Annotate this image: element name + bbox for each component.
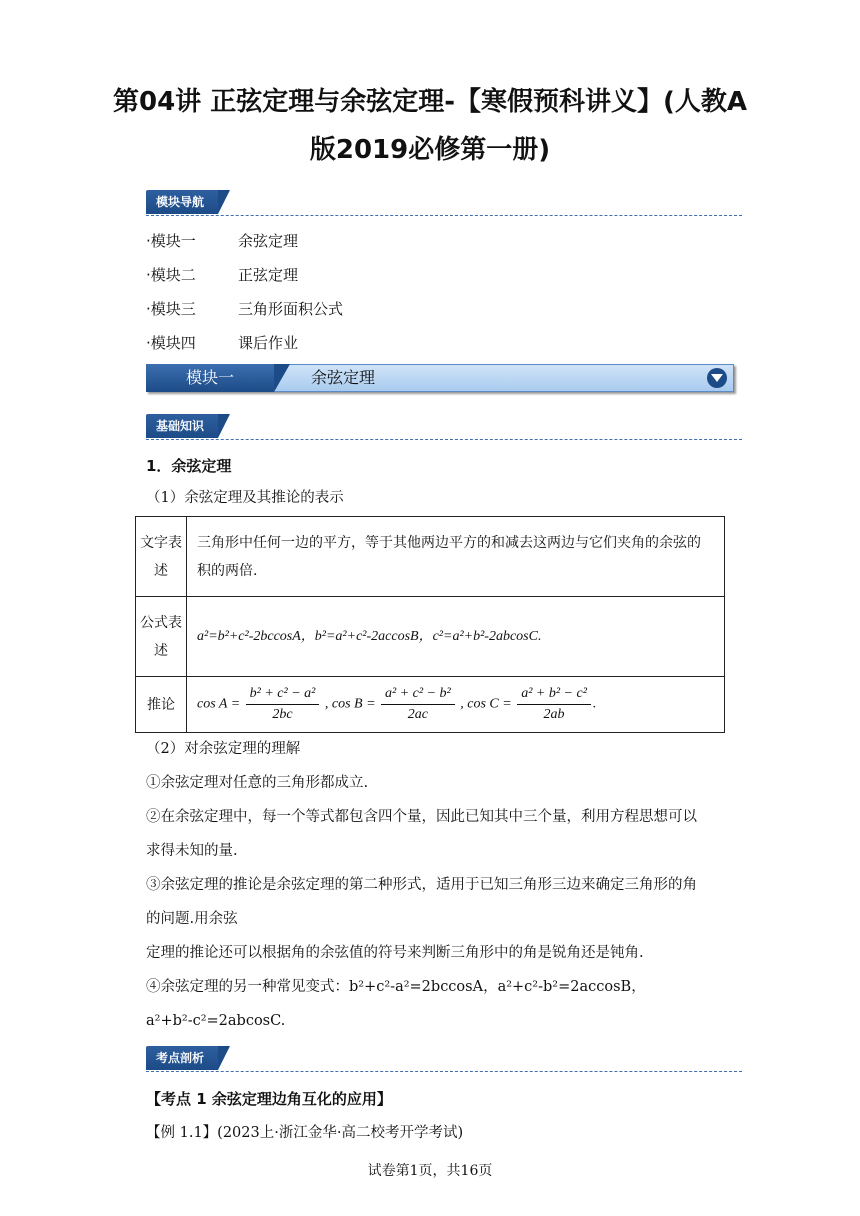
fraction-c [517,684,591,725]
denominator: 2ac [407,707,428,722]
section-header-basic [146,414,742,438]
nav-name: 正弦定理 [238,266,299,284]
point-line: ②在余弦定理中，每一个等式都包含四个量，因此已知其中三个量，利用方程思想可以 [146,809,697,825]
module-label: 模块一 [146,364,274,392]
nav-item-3 [146,298,343,319]
point-line: ①余弦定理对任意的三角形都成立. [146,775,369,791]
module-bar [146,364,734,392]
kaodian-heading: 【考点 1 余弦定理边角互化的应用】 [146,1090,392,1108]
nav-item-4 [146,332,298,353]
point-line: 的问题.用余弦 [146,911,238,927]
nav-item-1 [146,230,298,251]
dashed-divider [146,1071,742,1072]
section-header-nav [146,190,742,214]
section-tab-label: 基础知识 [146,414,218,438]
nav-key: ·模块二 [146,266,196,284]
cos-b-label: , cos B = [324,696,376,712]
dashed-divider [146,215,742,216]
fraction-a [246,684,320,725]
table-row [136,677,725,733]
numerator: a² + b² − c² [517,684,591,705]
nav-key: ·模块四 [146,334,196,352]
point-line: ④余弦定理的另一种常见变式：b²+c²-a²=2bccosA，a²+c²-b²=2accosB， [146,979,646,995]
period: . [592,696,597,712]
page-footer: 试卷第1页，共16页 [367,1163,493,1179]
point-line: 定理的推论还可以根据角的余弦值的符号来判断三角形中的角是锐角还是钝角. [146,945,644,961]
cos-a-label: cos A = [197,696,241,712]
nav-name: 课后作业 [238,334,299,352]
numerator: b² + c² − a² [246,684,320,705]
point-line: ③余弦定理的推论是余弦定理的第二种形式，适用于已知三角形三边来确定三角形的角 [146,877,697,893]
section-tab-label: 模块导航 [146,190,218,214]
corollary-content [187,677,725,733]
table-row [136,517,725,597]
law-table [135,516,725,733]
row-label: 推论 [136,677,187,733]
formula-content: a²=b²+c²-2bccosA，b²=a²+c²-2accosB，c²=a²+b²-2abcosC. [187,597,725,677]
row-label: 公式表述 [136,597,187,677]
point-line: a²+b²-c²=2abcosC. [146,1013,286,1029]
section-tab-label: 考点剖析 [146,1046,218,1070]
page-title: 第04讲 正弦定理与余弦定理-【寒假预科讲义】(人教A版2019必修第一册) [112,87,748,165]
nav-key: ·模块三 [146,300,196,318]
denominator: 2ab [543,707,565,722]
table-row [136,597,725,677]
nav-name: 三角形面积公式 [238,300,344,318]
fraction-b [381,684,455,725]
numerator: a² + c² − b² [381,684,455,705]
nav-name: 余弦定理 [238,232,299,250]
module-name: 余弦定理 [311,368,376,387]
denominator: 2bc [272,707,293,722]
chevron-down-icon[interactable] [707,368,727,388]
nav-key: ·模块一 [146,232,196,250]
cos-c-label: , cos C = [460,696,512,712]
heading: 1．余弦定理 [146,457,232,475]
dashed-divider [146,439,742,440]
subheading: （2）对余弦定理的理解 [146,741,301,757]
nav-item-2 [146,264,298,285]
row-label: 文字表述 [136,517,187,597]
section-header-exam [146,1046,742,1070]
row-content: 三角形中任何一边的平方，等于其他两边平方的和减去这两边与它们夹角的余弦的积的两倍. [187,517,725,597]
subheading: （1）余弦定理及其推论的表示 [146,490,344,506]
example-heading: 【例 1.1】(2023上·浙江金华·高二校考开学考试) [146,1125,464,1141]
point-line: 求得未知的量. [146,843,238,859]
